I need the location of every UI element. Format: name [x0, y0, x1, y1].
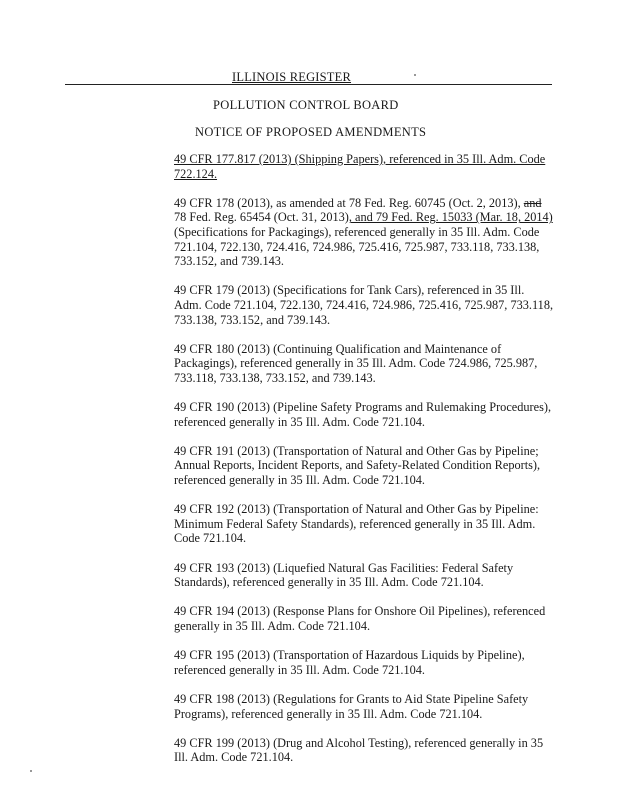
register-title: [232, 70, 351, 85]
scan-speck: [30, 770, 32, 772]
entry-text: 49 CFR 198 (2013) (Regulations for Grants to Aid State Pipeline Safety Programs), referenced generally in 35 Ill. Adm. Code 721.104.: [174, 691, 529, 721]
notice-title: NOTICE OF PROPOSED AMENDMENTS: [195, 125, 427, 139]
cfr-reference-entry: [174, 196, 554, 269]
entry-text: 49 CFR 195 (2013) (Transportation of Hazardous Liquids by Pipeline), referenced generally in 35 Ill. Adm. Code 721.104.: [174, 648, 525, 677]
register-title-text: ILLINOIS REGISTER: [232, 70, 352, 84]
cfr-reference-entry: [174, 648, 554, 677]
entry-text: 49 CFR 194 (2013) (Response Plans for Onshore Oil Pipelines), referenced generally in 35 Ill. Adm. Code 721.104.: [174, 604, 546, 633]
inserted-text: 49 CFR 177.817 (2013) (Shipping Papers), referenced in 35 Ill. Adm. Code 722.124.: [174, 152, 546, 181]
inserted-text: , and 79 Fed. Reg. 15033 (Mar. 18, 2014): [348, 210, 553, 225]
cfr-reference-entry: [174, 604, 554, 633]
entry-text: 49 CFR 192 (2013) (Transportation of Natural and Other Gas by Pipeline: Minimum Federal Safety Standards), referenced generally in 35 Ill. Adm. Code 721.104.: [174, 502, 539, 546]
cfr-reference-entry: [174, 692, 554, 721]
entry-text: 49 CFR 199 (2013) (Drug and Alcohol Testing), referenced generally in 35 Ill. Adm. Code 721.104.: [174, 735, 544, 765]
board-title: POLLUTION CONTROL BOARD: [213, 98, 399, 112]
entry-text: 78 Fed. Reg. 65454 (Oct. 31, 2013): [174, 210, 349, 225]
scan-speck: [414, 74, 416, 76]
entry-text: 49 CFR 179 (2013) (Specifications for Tank Cars), referenced in 35 Ill. Adm. Code 721.104, 722.130, 724.416, 724.986, 725.416, 725.987, 733.118, 733.138, 733.152, and 739.143.: [174, 283, 554, 327]
cfr-reference-entry: [174, 502, 554, 546]
entry-text: 49 CFR 191 (2013) (Transportation of Natural and Other Gas by Pipeline; Annual Reports, Incident Reports, and Safety-Related Condition Reports), referenced generally in 35 Ill. Adm. Code 721.104.: [174, 443, 541, 488]
cfr-reference-entry: [174, 152, 554, 181]
cfr-reference-entry: [174, 736, 554, 765]
cfr-reference-entry: [174, 400, 554, 429]
entry-text: 49 CFR 180 (2013) (Continuing Qualification and Maintenance of Packagings), referenced generally in 35 Ill. Adm. Code 724.986, 725.987, 733.118, 733.138, 733.152, and 739.143.: [174, 341, 538, 385]
entry-text: 49 CFR 178 (2013), as amended at 78 Fed. Reg. 60745 (Oct. 2, 2013),: [174, 195, 524, 210]
cfr-reference-list: [174, 152, 554, 780]
entry-text: 49 CFR 190 (2013) (Pipeline Safety Programs and Rulemaking Procedures), referenced generally in 35 Ill. Adm. Code 721.104.: [174, 400, 552, 429]
cfr-reference-entry: [174, 283, 554, 327]
cfr-reference-entry: [174, 561, 554, 590]
entry-text: 49 CFR 193 (2013) (Liquefied Natural Gas Facilities: Federal Safety Standards), referenced generally in 35 Ill. Adm. Code 721.104.: [174, 560, 514, 590]
cfr-reference-entry: [174, 342, 554, 386]
deleted-text: and: [523, 195, 542, 210]
entry-text: (Specifications for Packagings), referenced generally in 35 Ill. Adm. Code 721.104, 722.130, 724.416, 724.986, 725.416, 725.987, 733.118, 733.138, 733.152, and 739.143.: [174, 224, 540, 269]
cfr-reference-entry: [174, 444, 554, 488]
